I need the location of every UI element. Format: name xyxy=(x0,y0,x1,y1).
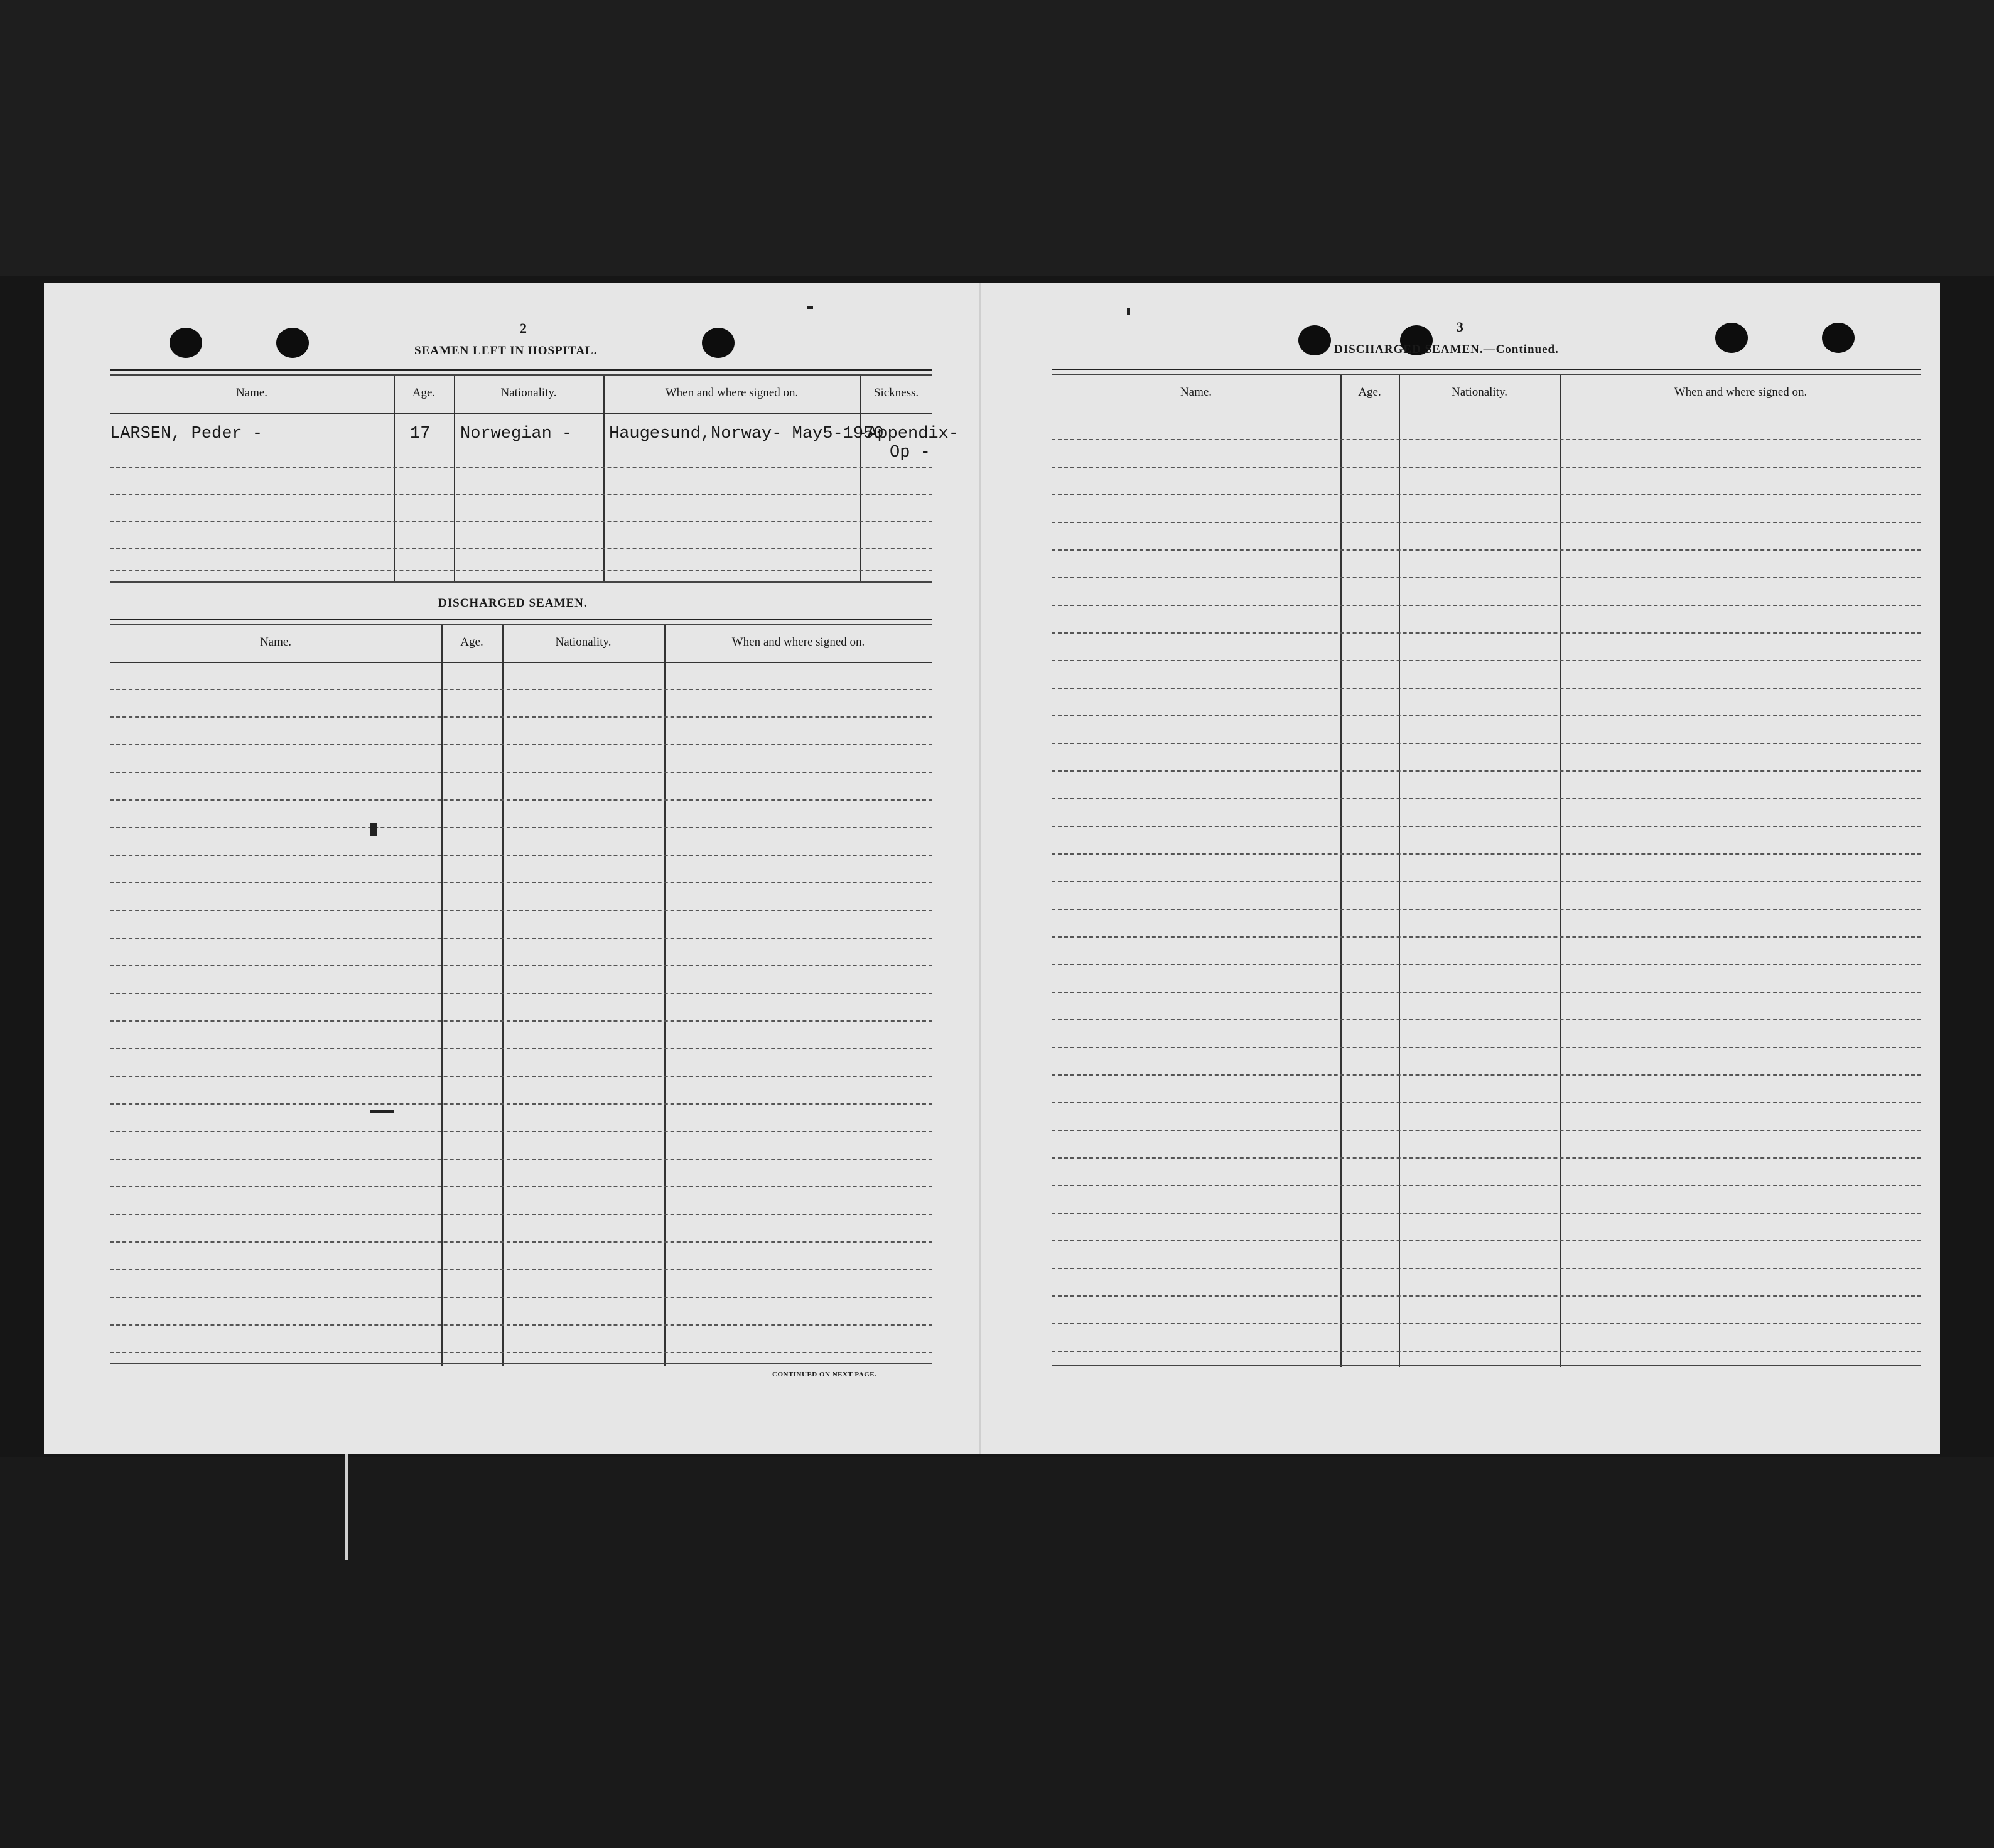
ruled-line xyxy=(1052,1295,1921,1297)
discharged-table-left xyxy=(110,619,932,1366)
discharged-left-col-nationality: Nationality. xyxy=(555,635,612,649)
punch-hole xyxy=(1715,323,1748,353)
hospital-table xyxy=(110,369,959,583)
ruled-line xyxy=(1052,577,1921,578)
ruled-line xyxy=(1052,853,1921,855)
ruled-line xyxy=(1052,1102,1921,1103)
ruled-line xyxy=(1052,1323,1921,1324)
hospital-section-title: SEAMEN LEFT IN HOSPITAL. xyxy=(414,344,598,357)
punch-hole xyxy=(276,328,309,358)
ruled-line xyxy=(1052,439,1921,440)
ruled-line xyxy=(1052,936,1921,938)
ruled-line xyxy=(110,772,932,773)
hospital-col-age: Age. xyxy=(412,386,436,399)
ruled-line xyxy=(1052,1019,1921,1020)
ruled-line xyxy=(1052,605,1921,606)
ruled-line xyxy=(1052,1213,1921,1214)
ruled-line xyxy=(1052,1240,1921,1241)
discharged-left-col-age: Age. xyxy=(460,635,483,649)
ruled-line xyxy=(110,1048,932,1049)
scan-background-top xyxy=(0,0,1994,276)
ruled-line xyxy=(110,855,932,856)
discharged-right-col-signed-on: When and where signed on. xyxy=(1674,386,1808,399)
ruled-line xyxy=(1052,549,1921,551)
hospital-col-signed-on: When and where signed on. xyxy=(665,386,799,399)
ruled-line xyxy=(110,1352,932,1353)
continued-footer: CONTINUED ON NEXT PAGE. xyxy=(772,1371,877,1378)
ruled-line xyxy=(110,938,932,939)
discharged-table-right xyxy=(1052,369,1921,1367)
discharged-section-title-right: DISCHARGED SEAMEN.—Continued. xyxy=(1334,343,1559,356)
page-number-left: 2 xyxy=(520,320,527,336)
ruled-line xyxy=(1052,964,1921,965)
ruled-line xyxy=(110,1214,932,1215)
ruled-line xyxy=(1052,1074,1921,1076)
hospital-row-nationality: Norwegian - xyxy=(460,424,573,443)
ruled-line xyxy=(110,1020,932,1022)
ruled-line xyxy=(1052,743,1921,744)
ruled-line xyxy=(110,1324,932,1326)
ruled-line xyxy=(110,910,932,911)
stray-mark xyxy=(370,1110,394,1113)
page-fold xyxy=(979,283,981,1454)
stray-mark xyxy=(370,823,377,836)
discharged-section-title-left: DISCHARGED SEAMEN. xyxy=(438,597,588,610)
hospital-row-name: LARSEN, Peder - xyxy=(110,424,263,443)
hospital-col-nationality: Nationality. xyxy=(500,386,557,399)
ruled-line xyxy=(110,1186,932,1187)
discharged-left-col-name: Name. xyxy=(259,635,292,649)
ruled-line xyxy=(110,716,932,718)
hospital-row-sickness-cont: Op - xyxy=(890,443,930,462)
ruled-line xyxy=(1052,660,1921,661)
ruled-line xyxy=(110,1241,932,1243)
ruled-line xyxy=(1052,992,1921,993)
ruled-line xyxy=(110,882,932,883)
hospital-row-age: 17 xyxy=(410,424,431,443)
ruled-line xyxy=(1052,467,1921,468)
discharged-right-col-nationality: Nationality. xyxy=(1452,386,1507,399)
ruled-line xyxy=(1052,715,1921,716)
ruled-line xyxy=(110,827,932,828)
ruled-line xyxy=(1052,522,1921,523)
punch-hole xyxy=(1822,323,1855,353)
discharged-left-col-signed-on: When and where signed on. xyxy=(731,635,865,649)
ruled-line xyxy=(1052,1351,1921,1352)
hospital-col-name: Name. xyxy=(235,386,268,399)
ruled-line xyxy=(1052,1130,1921,1131)
ruled-line xyxy=(1052,826,1921,827)
discharged-right-col-age: Age. xyxy=(1358,386,1381,399)
ruled-line xyxy=(110,1131,932,1132)
punch-hole xyxy=(702,328,735,358)
ruled-line xyxy=(1052,632,1921,634)
hospital-row-sickness: -Appendix- xyxy=(857,424,959,443)
page-number-right: 3 xyxy=(1457,319,1463,335)
scan-background-bottom xyxy=(0,1457,1994,1848)
ruled-line xyxy=(110,1076,932,1077)
ruled-line xyxy=(1052,798,1921,799)
stray-mark xyxy=(1127,308,1130,315)
ruled-line xyxy=(110,689,932,690)
stray-mark xyxy=(807,306,813,309)
ruled-line xyxy=(1052,881,1921,882)
ruled-line xyxy=(1052,1047,1921,1048)
punch-hole xyxy=(1298,325,1331,355)
discharged-right-col-name: Name. xyxy=(1180,386,1212,399)
hospital-col-sickness: Sickness. xyxy=(873,386,919,399)
punch-hole xyxy=(170,328,202,358)
ruled-line xyxy=(1052,770,1921,772)
ruled-line xyxy=(1052,1157,1921,1159)
ruled-line xyxy=(110,744,932,745)
ruled-line xyxy=(110,1103,932,1105)
ruled-line xyxy=(110,1159,932,1160)
ruled-line xyxy=(1052,1185,1921,1186)
hospital-row-signed-on: Haugesund,Norway- May5-1950 xyxy=(609,424,884,443)
ruled-line xyxy=(1052,688,1921,689)
ruled-line xyxy=(110,993,932,994)
ruled-line xyxy=(1052,1268,1921,1269)
ruled-line xyxy=(1052,909,1921,910)
ruled-line xyxy=(110,1269,932,1270)
film-scratch xyxy=(345,1454,348,1560)
ruled-line xyxy=(110,799,932,801)
ruled-line xyxy=(110,965,932,966)
ruled-line xyxy=(110,1297,932,1298)
ruled-line xyxy=(1052,494,1921,495)
ledger-spread xyxy=(44,283,1940,1454)
